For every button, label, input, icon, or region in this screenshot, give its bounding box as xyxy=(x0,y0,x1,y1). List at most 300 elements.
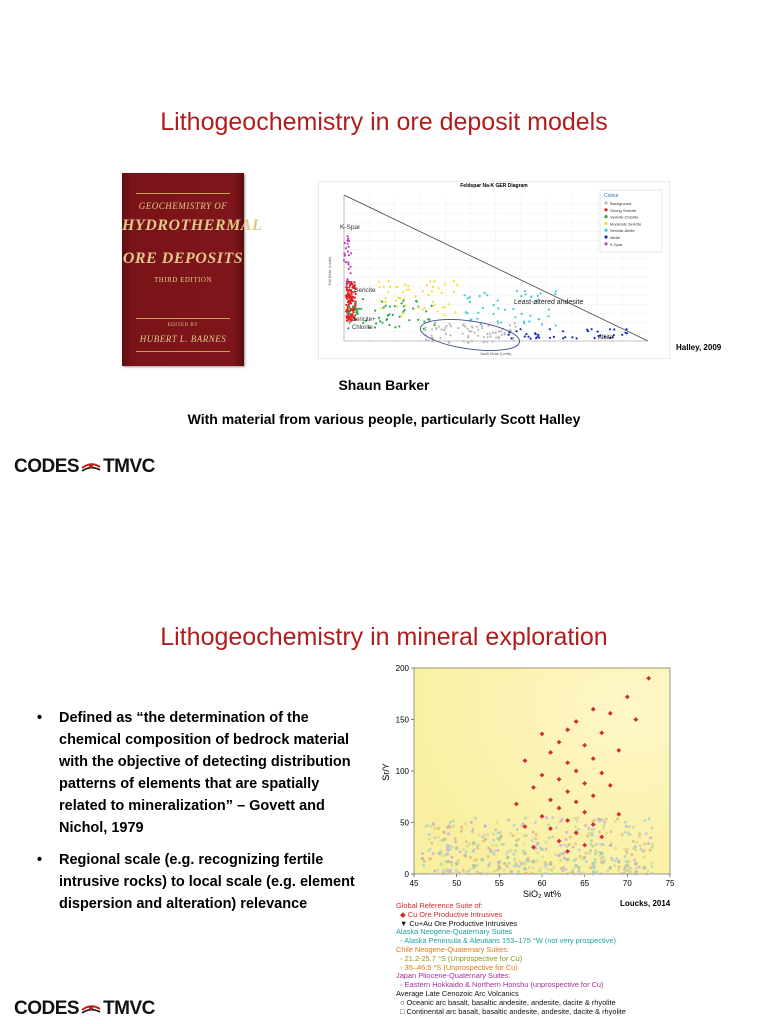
sry-bg-point xyxy=(624,821,627,824)
ger-point xyxy=(433,280,435,282)
sry-bg-point xyxy=(442,838,445,841)
ger-point xyxy=(453,280,455,282)
ger-point xyxy=(548,309,550,311)
sry-bg-point xyxy=(595,843,598,846)
sry-bg-point xyxy=(624,831,627,834)
ger-point xyxy=(408,289,410,291)
logo-mark-icon xyxy=(81,459,101,475)
sry-bg-point xyxy=(574,842,577,845)
legend-global-header: Global Reference Suite of: xyxy=(396,901,483,910)
sry-bg-point xyxy=(554,872,557,875)
ger-point xyxy=(486,294,488,296)
ger-point xyxy=(379,300,381,302)
sry-series-point xyxy=(549,862,553,866)
sry-bg-point xyxy=(507,819,510,822)
sry-bg-point xyxy=(572,846,575,849)
sry-bg-point xyxy=(524,872,527,875)
ger-point xyxy=(463,340,465,342)
ger-point xyxy=(381,322,383,324)
ger-point xyxy=(477,329,479,331)
sry-bg-point xyxy=(496,849,499,852)
ger-point xyxy=(395,300,397,302)
ger-point xyxy=(498,330,500,332)
sry-bg-point xyxy=(423,860,426,863)
legend-japan-header: Japan Pliocene-Quaternary Suites: xyxy=(396,971,511,981)
sry-bg-point xyxy=(575,819,578,822)
ger-point xyxy=(497,299,499,301)
sry-bg-point xyxy=(626,848,629,851)
sry-bg-point xyxy=(427,849,430,852)
sry-bg-point xyxy=(482,840,485,843)
ger-point xyxy=(515,330,517,332)
ger-point xyxy=(511,337,513,339)
sry-bg-point xyxy=(541,855,544,858)
sry-bg-point xyxy=(632,840,635,843)
sry-series-point xyxy=(617,860,621,864)
sry-bg-point xyxy=(432,823,435,826)
sry-bg-point xyxy=(497,861,500,864)
sry-bg-point xyxy=(569,872,572,875)
ger-point xyxy=(386,319,388,321)
sry-bg-point xyxy=(535,833,538,836)
ger-point xyxy=(489,335,491,337)
ger-point xyxy=(530,338,532,340)
sry-bg-point xyxy=(457,859,460,862)
ger-point xyxy=(431,305,433,307)
ger-point xyxy=(481,327,483,329)
ger-point xyxy=(463,323,465,325)
ger-point xyxy=(446,325,448,327)
ger-point xyxy=(383,286,385,288)
ger-label-sericite-chlorite-2: Chlorite xyxy=(352,325,373,331)
ger-point xyxy=(562,337,564,339)
sry-bg-point xyxy=(446,826,449,829)
ger-point xyxy=(348,322,350,324)
ger-point xyxy=(351,296,353,298)
ger-point xyxy=(442,306,444,308)
sry-vs-sio2-chart xyxy=(376,664,676,902)
ger-point xyxy=(495,332,497,334)
ger-point xyxy=(346,288,348,290)
sry-bg-point xyxy=(545,816,548,819)
ger-point xyxy=(387,314,389,316)
sry-bg-point xyxy=(492,839,495,842)
ger-point xyxy=(504,309,506,311)
sry-bg-point xyxy=(610,841,613,844)
sry-bg-point xyxy=(510,870,513,873)
ger-point xyxy=(438,287,440,289)
ger-point xyxy=(389,286,391,288)
ger-point xyxy=(353,281,355,283)
sry-bg-point xyxy=(446,844,449,847)
sry-bg-point xyxy=(564,838,567,841)
sry-bg-point xyxy=(574,817,577,820)
ger-point xyxy=(448,342,450,344)
ger-point xyxy=(348,303,350,305)
ger-point xyxy=(497,307,499,309)
sry-bg-point xyxy=(477,844,480,847)
sry-bg-point xyxy=(518,865,521,868)
legend-cuau-intrusives: ▼ Cu+Au Ore Productive Intrusives xyxy=(400,918,518,928)
sry-bg-point xyxy=(599,872,602,875)
book-edition: THIRD EDITION xyxy=(153,276,212,284)
sry-bg-point xyxy=(593,828,596,831)
ger-point xyxy=(609,328,611,330)
ger-point xyxy=(535,333,537,335)
book-line3: ORE DEPOSITS xyxy=(122,250,244,267)
sry-bg-point xyxy=(610,858,613,861)
sry-bg-point xyxy=(484,824,487,827)
book-rule-top xyxy=(136,193,230,194)
sry-series-point xyxy=(498,866,502,870)
ger-point xyxy=(405,305,407,307)
ger-legend-swatch xyxy=(604,201,607,204)
ger-point xyxy=(465,311,467,313)
sry-bg-point xyxy=(546,868,549,871)
ger-legend-title: Colour xyxy=(604,193,619,199)
logo-mark-icon-2 xyxy=(81,1001,101,1017)
sry-bg-point xyxy=(628,833,631,836)
sry-bg-point xyxy=(525,834,528,837)
sry-bg-point xyxy=(618,866,621,869)
sry-series-point xyxy=(574,864,578,868)
sry-bg-point xyxy=(465,850,468,853)
ger-point xyxy=(467,335,469,337)
ger-label-sericite-chlorite-1: Sericite+ xyxy=(352,317,376,323)
sry-series-point xyxy=(540,847,544,851)
codes-tmvc-logo xyxy=(14,456,155,478)
ger-point xyxy=(529,315,531,317)
sry-bg-point xyxy=(512,853,515,856)
ger-point xyxy=(388,280,390,282)
ger-point xyxy=(347,235,349,237)
sry-bg-point xyxy=(516,828,519,831)
sry-xtick-label: 75 xyxy=(665,879,675,888)
sry-ylabel: Sr/Y xyxy=(381,763,391,781)
ger-point xyxy=(378,317,380,319)
book-line1: GEOCHEMISTRY OF xyxy=(138,201,228,211)
sry-bg-point xyxy=(594,849,597,852)
sry-bg-point xyxy=(635,867,638,870)
sry-bg-point xyxy=(460,830,463,833)
legend-continental-arc: □ Continental arc basalt, basaltic andesite, andesite, dacite & rhyolite xyxy=(400,1006,626,1016)
ger-point xyxy=(350,313,352,315)
sry-bg-point xyxy=(603,824,606,827)
ger-point xyxy=(378,281,380,283)
sry-bg-point xyxy=(614,847,617,850)
ger-legend-swatch xyxy=(604,222,607,225)
sry-xtick-label: 70 xyxy=(622,879,632,888)
ger-point xyxy=(385,305,387,307)
sry-bg-point xyxy=(609,844,612,847)
sry-bg-point xyxy=(449,821,452,824)
sry-bg-point xyxy=(592,870,595,873)
sry-bg-point xyxy=(640,872,643,875)
sry-bg-point xyxy=(569,836,572,839)
ger-point xyxy=(350,302,352,304)
ger-point xyxy=(416,300,418,302)
sry-bg-point xyxy=(624,870,627,873)
ger-point xyxy=(423,320,425,322)
sry-bg-point xyxy=(472,828,475,831)
logo-codes-text-2: CODES xyxy=(14,998,80,1019)
sry-bg-point xyxy=(650,872,653,875)
sry-bg-point xyxy=(598,831,601,834)
sry-bg-point xyxy=(527,860,530,863)
sry-series-point xyxy=(506,856,510,860)
ger-label-kspar: K-Spar xyxy=(340,224,361,231)
ger-point xyxy=(402,300,404,302)
ger-point xyxy=(486,333,488,335)
ger-point xyxy=(348,246,350,248)
ger-point xyxy=(353,296,355,298)
ger-point xyxy=(468,330,470,332)
codes-tmvc-logo-2 xyxy=(14,998,155,1020)
sry-bg-point xyxy=(623,848,626,851)
sry-bg-point xyxy=(491,844,494,847)
ger-point xyxy=(380,308,382,310)
ger-point xyxy=(500,330,502,332)
sry-bg-point xyxy=(594,858,597,861)
ger-point xyxy=(401,315,403,317)
sry-bg-point xyxy=(474,817,477,820)
sry-bg-point xyxy=(577,816,580,819)
ger-point xyxy=(541,323,543,325)
sry-bg-point xyxy=(586,835,589,838)
sry-bg-point xyxy=(590,833,593,836)
ger-point xyxy=(548,315,550,317)
ger-point xyxy=(469,296,471,298)
ger-point xyxy=(500,321,502,323)
sry-ytick-label: 0 xyxy=(404,870,409,879)
ger-point xyxy=(424,326,426,328)
sry-bg-point xyxy=(528,866,531,869)
sry-bg-point xyxy=(482,872,485,875)
sry-bg-point xyxy=(470,821,473,824)
ger-point xyxy=(378,286,380,288)
ger-point xyxy=(479,295,481,297)
sry-bg-point xyxy=(645,832,648,835)
ger-point xyxy=(527,336,529,338)
ger-point xyxy=(444,327,446,329)
ger-point xyxy=(474,332,476,334)
ger-point xyxy=(483,341,485,343)
sry-bg-point xyxy=(566,872,569,875)
ger-point xyxy=(360,308,362,310)
ger-point xyxy=(553,336,555,338)
ger-point xyxy=(497,322,499,324)
sry-bg-point xyxy=(617,869,620,872)
ger-point xyxy=(454,311,456,313)
sry-series-point xyxy=(438,852,442,856)
sry-xtick-label: 65 xyxy=(580,879,590,888)
sry-bg-point xyxy=(560,867,563,870)
sry-bg-point xyxy=(465,840,468,843)
ger-point xyxy=(626,332,628,334)
sry-bg-point xyxy=(613,859,616,862)
sry-bg-point xyxy=(590,839,593,842)
sry-series-point xyxy=(523,852,527,856)
sry-bg-point xyxy=(634,870,637,873)
sry-bg-point xyxy=(433,870,436,873)
sry-series-point xyxy=(455,846,459,850)
sry-bg-point xyxy=(594,852,597,855)
sry-bg-point xyxy=(458,872,461,875)
ger-point xyxy=(493,304,495,306)
ger-point xyxy=(407,285,409,287)
sry-bg-point xyxy=(649,849,652,852)
sry-bg-point xyxy=(512,834,515,837)
sry-bg-point xyxy=(452,825,455,828)
sry-bg-point xyxy=(430,842,433,845)
ger-point xyxy=(428,294,430,296)
sry-bg-point xyxy=(453,872,456,875)
ger-point xyxy=(613,328,615,330)
ger-point xyxy=(441,292,443,294)
sry-bg-point xyxy=(426,824,429,827)
ger-point xyxy=(399,297,401,299)
ger-point xyxy=(514,316,516,318)
ger-point xyxy=(481,325,483,327)
ger-point xyxy=(412,308,414,310)
sry-bg-point xyxy=(447,853,450,856)
sry-bg-point xyxy=(579,855,582,858)
sry-bg-point xyxy=(639,844,642,847)
sry-bg-point xyxy=(422,864,425,867)
ger-point xyxy=(387,291,389,293)
ger-point xyxy=(349,266,351,268)
sry-bg-point xyxy=(545,848,548,851)
sry-bg-point xyxy=(551,835,554,838)
sry-bg-point xyxy=(628,825,631,828)
sry-bg-point xyxy=(551,816,554,819)
ger-point xyxy=(555,290,557,292)
sry-bg-point xyxy=(518,860,521,863)
ger-legend-label: Sericite-Albite xyxy=(610,228,635,234)
ger-point xyxy=(417,306,419,308)
sry-bg-point xyxy=(461,827,464,830)
legend-arc-header: Average Late Cenozoic Arc Volcanics xyxy=(396,988,519,998)
ger-point xyxy=(509,329,511,331)
sry-bg-point xyxy=(587,827,590,830)
ger-point xyxy=(374,326,376,328)
sry-bg-point xyxy=(493,870,496,873)
sry-bg-point xyxy=(587,832,590,835)
sry-bg-point xyxy=(543,866,546,869)
ger-point xyxy=(350,291,352,293)
sry-bg-point xyxy=(536,859,539,862)
sry-bg-point xyxy=(544,861,547,864)
logo-tmvc-text: TMVC xyxy=(103,456,155,477)
sry-bg-point xyxy=(446,849,449,852)
sry-bg-point xyxy=(563,844,566,847)
sry-bg-point xyxy=(486,833,489,836)
sry-bg-point xyxy=(583,873,586,876)
sry-bg-point xyxy=(442,872,445,875)
ger-point xyxy=(482,307,484,309)
ger-point xyxy=(443,329,445,331)
sry-bg-point xyxy=(575,858,578,861)
ger-point xyxy=(355,311,357,313)
ger-point xyxy=(449,334,451,336)
ger-point xyxy=(480,323,482,325)
ger-point xyxy=(457,327,459,329)
sry-bg-point xyxy=(559,859,562,862)
ger-point xyxy=(594,337,596,339)
ger-point xyxy=(379,320,381,322)
sry-bg-point xyxy=(452,820,455,823)
ger-point xyxy=(512,308,514,310)
ger-legend-swatch xyxy=(604,208,607,211)
ger-point xyxy=(346,284,348,286)
ger-point xyxy=(349,307,351,309)
ger-point xyxy=(555,324,557,326)
ger-point xyxy=(501,334,503,336)
sry-series-point xyxy=(472,864,476,868)
sry-series-point xyxy=(583,856,587,860)
sry-bg-point xyxy=(436,869,439,872)
ger-point xyxy=(348,268,350,270)
sry-bg-point xyxy=(645,873,648,876)
sry-bg-point xyxy=(565,868,568,871)
bullet-list xyxy=(37,707,357,925)
ger-point xyxy=(343,259,345,261)
sry-bg-point xyxy=(614,820,617,823)
sry-bg-point xyxy=(468,842,471,845)
ger-point xyxy=(476,326,478,328)
ger-point xyxy=(348,289,350,291)
ger-point xyxy=(347,327,349,329)
ger-point xyxy=(350,252,352,254)
sry-bg-point xyxy=(530,872,533,875)
ger-point xyxy=(470,319,472,321)
ger-point xyxy=(349,281,351,283)
sry-bg-point xyxy=(603,821,606,824)
sry-bg-point xyxy=(442,855,445,858)
ger-point xyxy=(453,291,455,293)
sry-bg-point xyxy=(651,843,654,846)
ger-point xyxy=(515,326,517,328)
sry-bg-point xyxy=(503,869,506,872)
book-cover-image xyxy=(122,173,263,366)
sry-bg-point xyxy=(605,832,608,835)
sry-bg-point xyxy=(643,856,646,859)
sry-xtick-label: 50 xyxy=(452,879,462,888)
ger-point xyxy=(524,335,526,337)
ger-point xyxy=(394,326,396,328)
ger-point xyxy=(477,335,479,337)
sry-xlabel: SiO₂ wt% xyxy=(523,889,561,899)
sry-bg-point xyxy=(633,859,636,862)
ger-point xyxy=(549,337,551,339)
sry-bg-point xyxy=(536,851,539,854)
ger-point xyxy=(402,291,404,293)
sry-bg-point xyxy=(491,872,494,875)
ger-legend-swatch xyxy=(604,235,607,238)
ger-point xyxy=(516,290,518,292)
ger-point xyxy=(348,297,350,299)
sry-bg-point xyxy=(432,852,435,855)
ger-point xyxy=(429,280,431,282)
ger-point xyxy=(497,321,499,323)
sry-series-point xyxy=(446,860,450,864)
ger-point xyxy=(348,305,350,307)
sry-bg-point xyxy=(644,819,647,822)
sry-bg-point xyxy=(624,855,627,858)
sry-bg-point xyxy=(613,864,616,867)
ger-point xyxy=(467,342,469,344)
sry-bg-point xyxy=(635,841,638,844)
